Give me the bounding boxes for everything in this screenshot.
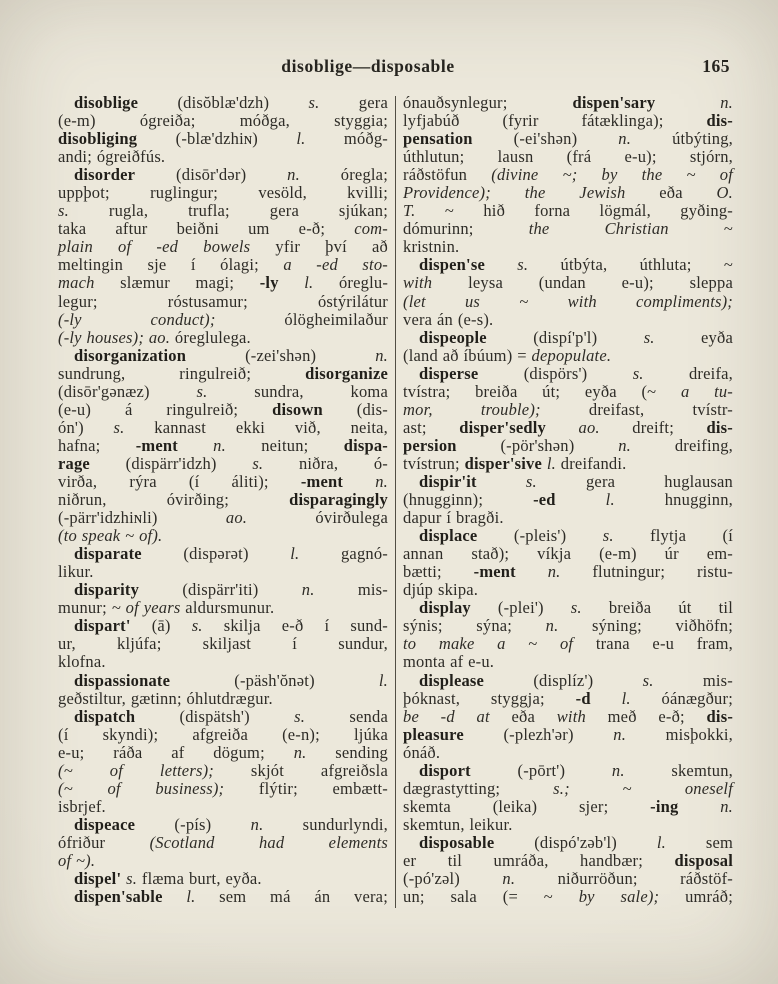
dictionary-line: Providence); the Jewish eða O.: [403, 183, 733, 203]
dictionary-line: pleasure (-plezh'ər) n. misþokki,: [403, 724, 733, 744]
dictionary-line: of ~).: [58, 850, 96, 870]
dictionary-line: dispassionate (-päsh'ŏnət) l.: [74, 670, 388, 690]
dictionary-line: (-ly conduct); ólögheimilaður: [58, 309, 388, 329]
dictionary-line: vera án (e-s).: [403, 309, 494, 329]
dictionary-line: T. ~ hið forna lögmál, gyðing-: [403, 201, 733, 221]
dictionary-line: disorder (disōr'dər) n. óregla;: [74, 165, 388, 185]
dictionary-line: dispart' (ā) s. skilja e-ð í sund-: [74, 616, 388, 636]
dictionary-line: to make a ~ of trana e-u fram,: [403, 634, 733, 654]
dictionary-line: persion (-pör'shən) n. dreifing,: [403, 435, 734, 455]
page-number: 165: [702, 56, 730, 76]
right-column: [403, 94, 733, 908]
dictionary-line: (-pó'zəl) n. niðurröðun; ráðstöf-: [403, 869, 733, 889]
dictionary-line: kristnin.: [403, 237, 460, 257]
dictionary-line: (í skyndi); afgreiða (e-n); ljúka: [58, 724, 388, 744]
dictionary-line: meltingin sje í ólagi; a -ed sto-: [58, 255, 388, 275]
dictionary-line: tvístra; breiða út; eyða (~ a tu-: [403, 381, 733, 401]
dictionary-line: display (-plei') s. breiða út til: [419, 598, 733, 618]
dictionary-line: (land að íbúum) = depopulate.: [403, 345, 612, 365]
dictionary-line: uppþot; ruglingur; vesöld, kvilli;: [58, 183, 388, 203]
dictionary-line: dispir'it s. gera huglausan: [419, 471, 733, 491]
dictionary-line: taka aftur beiðni um e-ð; com-: [58, 219, 388, 239]
dictionary-line: dispen'se s. útbýta, úthluta; ~: [419, 255, 734, 275]
dictionary-line: bætti; -ment n. flutningur; ristu-: [403, 562, 733, 582]
dictionary-line: s. rugla, trufla; gera sjúkan;: [58, 201, 388, 221]
dictionary-line: tvístrun; disper'sive l. dreifandi.: [403, 453, 627, 473]
dictionary-line: ast; disper'sedly ao. dreift; dis-: [403, 417, 733, 437]
dictionary-line: (~ of business); flýtir; embætt-: [58, 778, 388, 798]
dictionary-line: dægrastytting; s.; ~ oneself: [403, 778, 733, 798]
dictionary-line: mor, trouble); dreifast, tvístr-: [403, 399, 733, 419]
dictionary-line: dispeace (-pís) n. sundurlyndi,: [74, 814, 389, 834]
dictionary-line: un; sala (= ~ by sale); umráð;: [403, 887, 734, 907]
dictionary-line: (hnugginn); -ed l. hnugginn,: [403, 490, 733, 510]
dictionary-line: ráðstöfun (divine ~; by the ~ of: [403, 165, 733, 185]
dictionary-line: sundrung, ringulreið; disorganize: [58, 363, 388, 383]
dictionary-line: annan stað); víkja (e-m) úr em-: [403, 544, 733, 564]
dictionary-line: pensation (-ei'shən) n. útbýting,: [403, 129, 733, 149]
dictionary-line: displace (-pleis') s. flytja (í: [419, 526, 733, 546]
dictionary-line: andi; ógreiðfús.: [58, 147, 166, 167]
dictionary-line: þóknast, styggja; -d l. óánægður;: [403, 688, 733, 708]
dictionary-line: skemta (leika) sjer; -ing n.: [403, 796, 733, 816]
dictionary-line: ónauðsynlegur; dispen'sary n.: [403, 93, 734, 112]
dictionary-line: disobliging (-blæ'dzhiɴ) l. móðg-: [58, 129, 388, 149]
dictionary-line: rage (dispärr'idzh) s. niðra, ó-: [58, 453, 388, 473]
dictionary-line: (to speak ~ of).: [58, 526, 163, 546]
dictionary-line: be -d at eða with með e-ð; dis-: [403, 706, 734, 726]
dictionary-line: (let us ~ with compliments);: [403, 291, 733, 311]
dictionary-line: er til umráða, handbær; disposal: [403, 850, 733, 870]
dictionary-line: (e-u) á ringulreið; disown (dis-: [58, 399, 388, 419]
dictionary-line: munur; ~ of years aldursmunur.: [58, 598, 275, 618]
dictionary-line: dispeople (dispí'p'l) s. eyða: [419, 327, 733, 347]
dictionary-line: (disōr'gənæz) s. sundra, koma: [58, 381, 388, 401]
dictionary-line: mach slæmur magi; -ly l. óreglu-: [58, 273, 389, 293]
dictionary-line: virða, rýra (í áliti); -ment n.: [58, 471, 388, 491]
dictionary-line: e-u; ráða af dögum; n. sending: [58, 742, 388, 762]
dictionary-line: with leysa (undan e-u); sleppa: [403, 273, 733, 293]
dictionary-line: disparity (dispärr'iti) n. mis-: [74, 580, 388, 600]
dictionary-line: niðrun, óvirðing; disparagingly: [58, 490, 388, 510]
dictionary-line: ur, kljúfa; skiljast í sundur,: [58, 634, 388, 654]
dictionary-line: disport (-pōrt') n. skemtun,: [419, 760, 733, 780]
dictionary-line: monta af e-u.: [403, 652, 495, 672]
dictionary-line: isbrjef.: [58, 796, 106, 816]
dictionary-line: lyfjabúð (fyrir fátæklinga); dis-: [403, 111, 733, 131]
text-columns: [58, 94, 734, 908]
left-column: [58, 94, 388, 908]
dictionary-line: (e-m) ógreiða; móðga, styggia;: [58, 111, 388, 131]
dictionary-line: (-ly houses); ao. óreglulega.: [58, 327, 251, 347]
dictionary-line: dispel' s. flæma burt, eyða.: [74, 869, 262, 889]
dictionary-line: ón') s. kannast ekki við, neita,: [58, 417, 388, 437]
dictionary-line: displease (displíz') s. mis-: [419, 670, 733, 690]
dictionary-line: likur.: [58, 562, 94, 582]
dictionary-line: úthlutun; lausn (frá e-u); stjórn,: [403, 147, 733, 167]
dictionary-line: ónáð.: [403, 742, 441, 762]
dictionary-line: disperse (dispörs') s. dreifa,: [419, 363, 733, 383]
dictionary-line: djúp skipa.: [403, 580, 479, 600]
dictionary-line: dispen'sable l. sem má án vera;: [74, 887, 388, 907]
dictionary-line: dapur í bragði.: [403, 508, 504, 528]
dictionary-line: disposable (dispó'zəb'l) l. sem: [419, 832, 733, 852]
dictionary-line: (~ of letters); skjót afgreiðsla: [58, 760, 388, 780]
dictionary-line: geðstiltur, gætinn; óhlutdrægur.: [58, 688, 273, 708]
dictionary-line: ófriður (Scotland had elements: [58, 832, 388, 852]
dictionary-line: disorganization (-zei'shən) n.: [74, 345, 388, 365]
column-divider: [395, 96, 396, 908]
dictionary-line: dómurinn; the Christian ~: [403, 219, 733, 239]
dictionary-line: klofna.: [58, 652, 106, 672]
dictionary-line: hafna; -ment n. neitun; dispa-: [58, 435, 388, 455]
dictionary-line: legur; róstusamur; óstýrilátur: [58, 291, 388, 311]
running-head: disoblige—disposable: [281, 56, 455, 76]
dictionary-line: (-pärr'idzhiɴli) ao. óvirðulega: [58, 508, 388, 528]
dictionary-line: plain of -ed bowels yfir því að: [58, 237, 388, 257]
dictionary-line: skemtun, leikur.: [403, 814, 513, 834]
dictionary-line: disparate (dispərət) l. gagnó-: [74, 544, 389, 564]
dictionary-line: disoblige (disŏblæ'dzh) s. gera: [74, 93, 388, 112]
dictionary-line: dispatch (dispätsh') s. senda: [74, 706, 388, 726]
dictionary-line: sýnis; sýna; n. sýning; viðhöfn;: [403, 616, 733, 636]
